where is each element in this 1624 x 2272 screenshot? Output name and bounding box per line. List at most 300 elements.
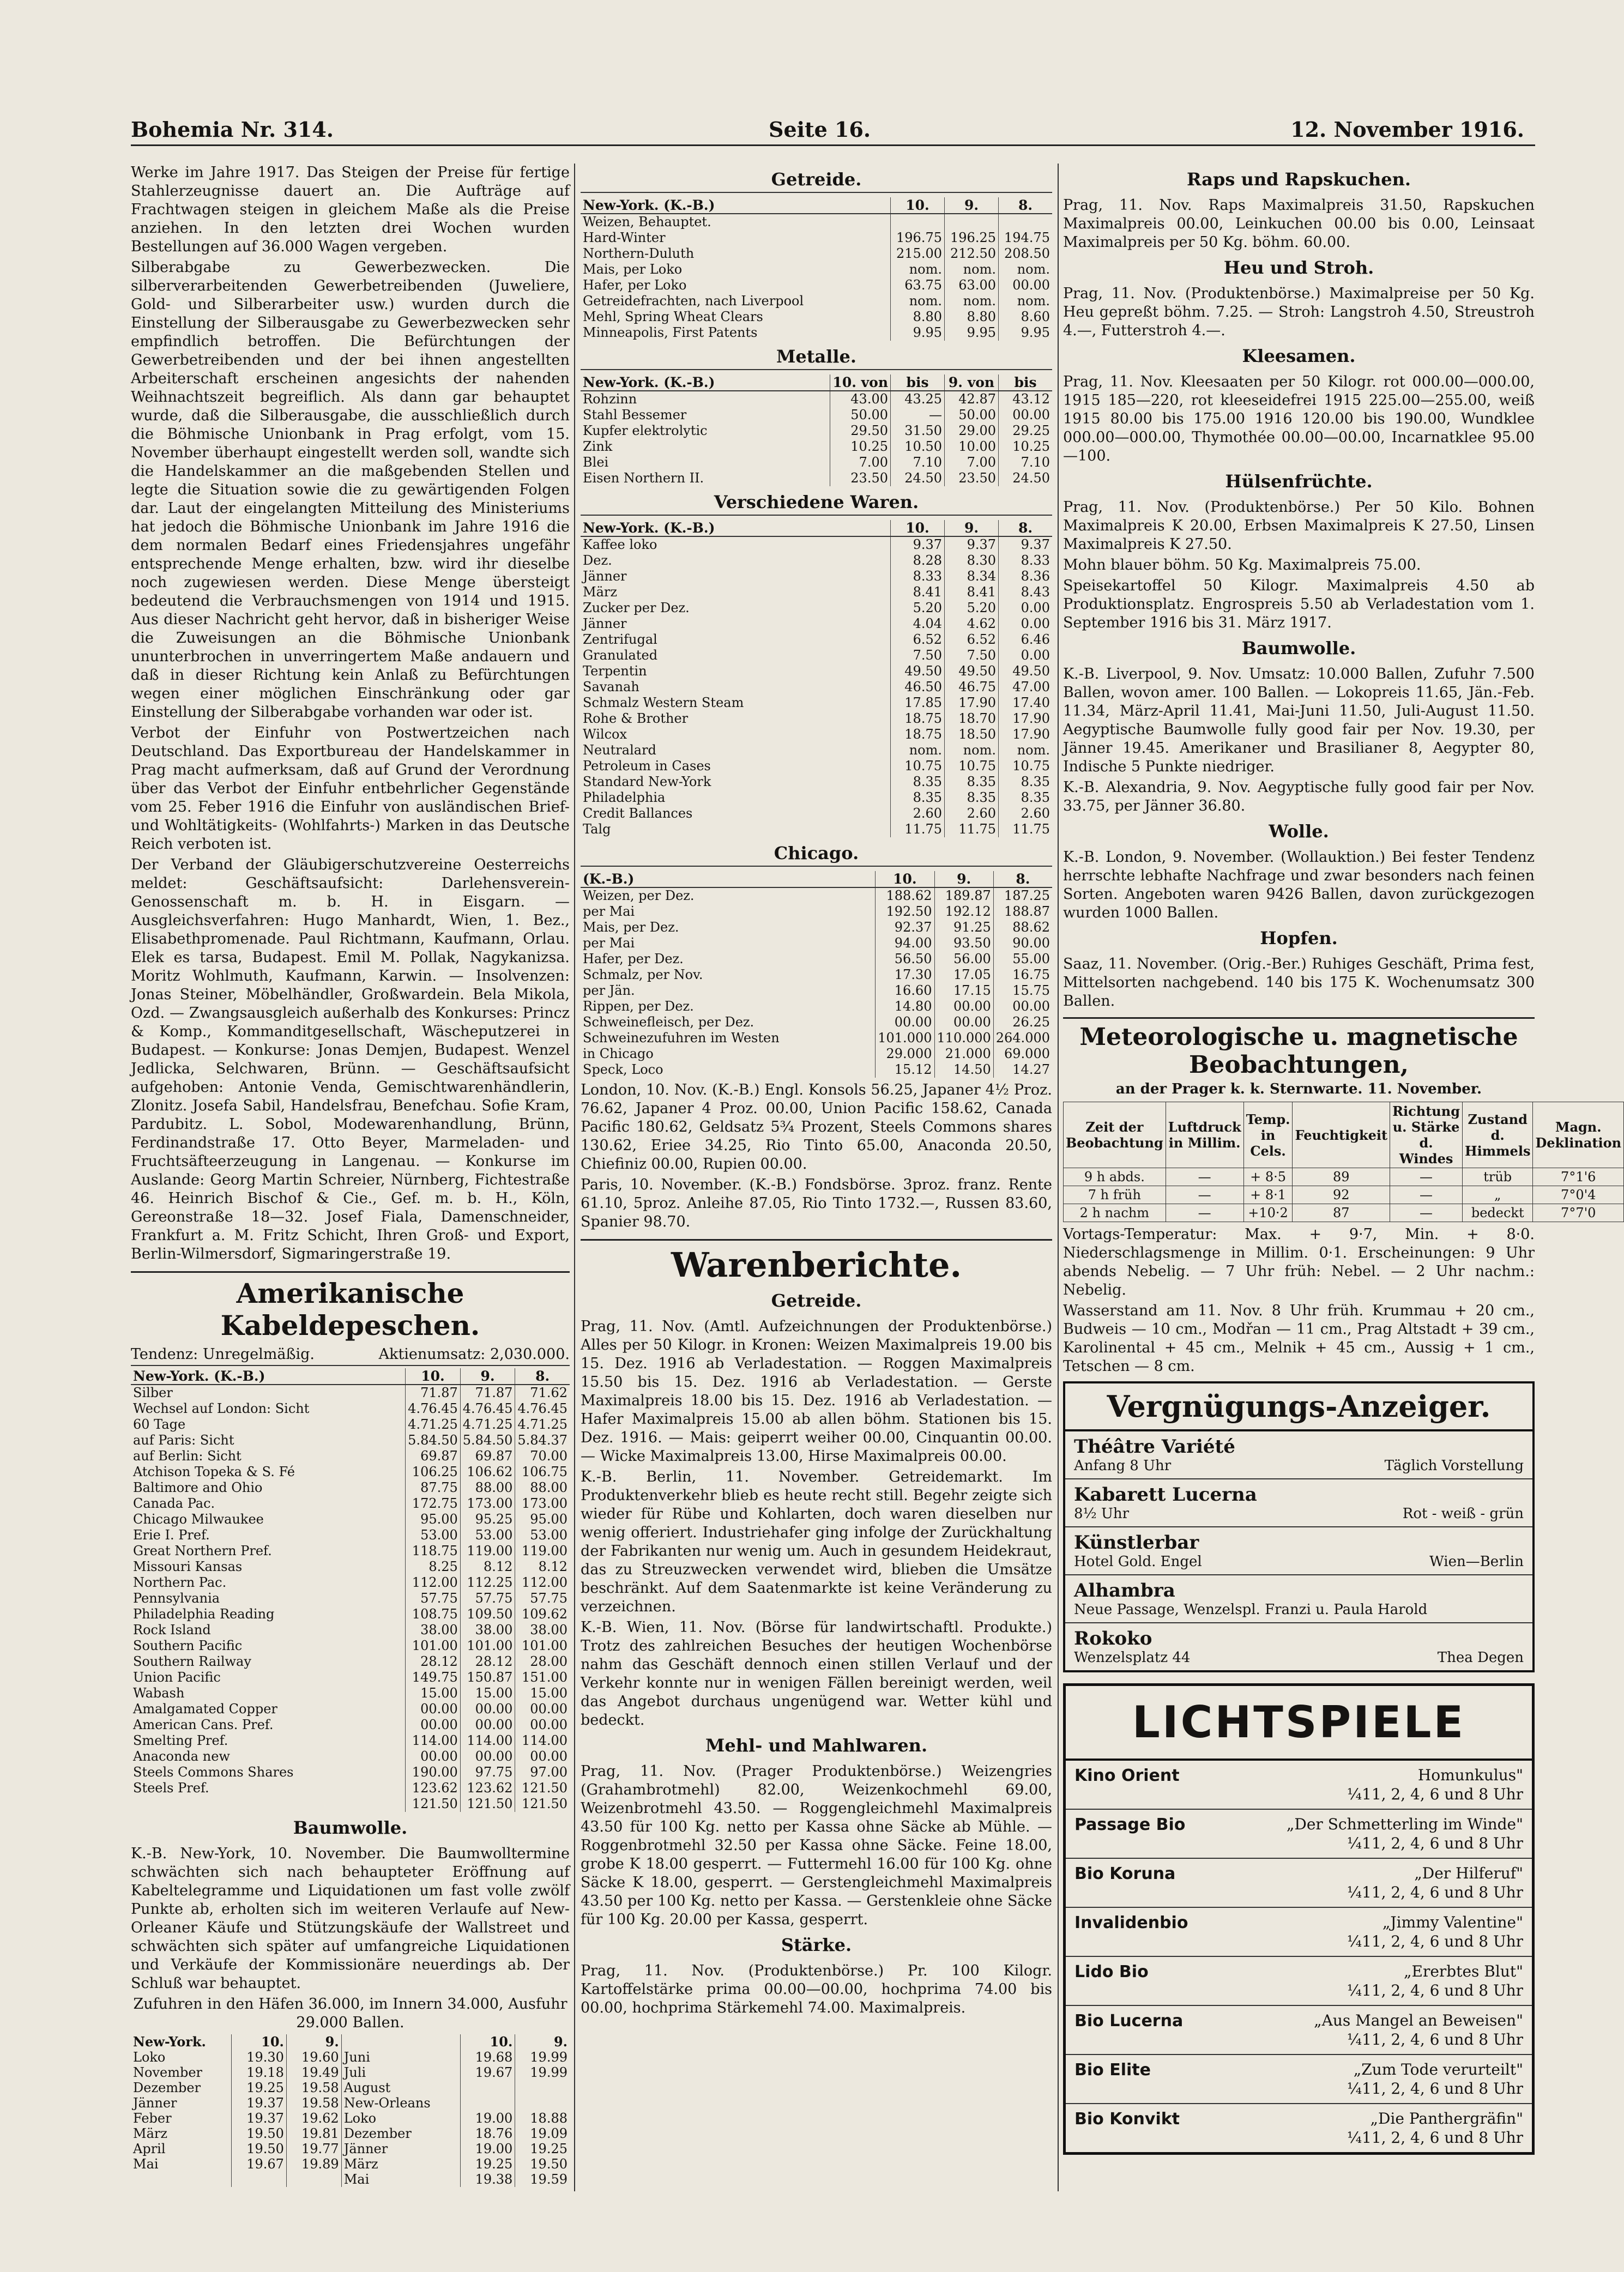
table-cell: 5.20 [891,600,945,616]
table-header-cell: Luftdruck in Millim. [1166,1102,1243,1168]
table-cell: 47.00 [999,679,1053,695]
table-cell: Petroleum in Cases [583,758,711,774]
table-cell: 11.75 [891,821,945,837]
table-cell: Silber [133,1385,173,1400]
table-cell: Granulated [583,648,658,663]
table-cell: nom. [945,293,999,309]
table-cell: Erie I. Pref. [133,1527,210,1543]
article-paragraph: K.-B. New-York, 10. November. Die Baumwolltermine schwächten sich nach behaupteter Eröffnung auf Kabeltelegramme und Liquidationen um fast volle zwölf Punkte ab, erholten sich im weiteren Verlaufe auf New-Orleaner Käufe und Stützungskäufe der Wallstreet und schwächten sich später auf umfangreiche Liquidationen und Verkäufe der Kommissionäre neuerdings ab. Der Schluß war behauptet. [131,1845,570,1992]
table-cell: 5.84.50 [406,1433,461,1448]
table-cell: nom. [891,262,945,277]
table-cell: 19.09 [515,2126,570,2141]
table-row [581,727,1052,742]
table-cell: nom. [999,742,1053,758]
table-cell: Jänner [133,2095,177,2111]
table-cell: 8.35 [999,774,1053,790]
table-cell: in Chicago [583,1046,654,1061]
box-title: Vergnügungs-Anzeiger. [1065,1383,1532,1431]
table-cell: 19.67 [232,2156,287,2172]
cinema-name: Kino Orient [1074,1766,1180,1785]
table-cell: 89 [1293,1168,1390,1186]
table-cell: 87.75 [406,1480,461,1496]
table-cell: 29.000 [876,1046,934,1062]
table-cell: 8.41 [891,584,945,600]
table-cell: 10.25 [999,439,1053,455]
table-cell: 8.33 [999,553,1053,569]
table-cell: Southern Railway [133,1654,251,1669]
table-row [581,790,1052,806]
table-cell: 46.75 [945,679,999,695]
table-row [1064,1186,1624,1204]
section-title: Wolle. [1269,821,1329,842]
table-row [581,648,1052,663]
table-cell: Hafer, per Dez. [583,951,684,966]
table-cell: Northern-Duluth [583,246,695,261]
table-row [131,2050,570,2065]
table-cell: Schmalz Western Steam [583,695,744,710]
table-cell: Rohzinn [583,391,637,407]
table-row [131,1796,570,1812]
table-cell: Jänner [341,2141,460,2156]
table-cell: 24.50 [999,470,1053,486]
table-cell: 212.50 [945,246,999,262]
table-cell: 194.75 [999,230,1053,246]
cinema-entry [1066,1859,1532,1908]
table-cell: 49.50 [891,663,945,679]
table-header-cell: New-York. (K.-B.) [131,1368,406,1385]
table-header-cell: 10. von [830,374,891,391]
table-cell: Zink [583,439,613,454]
cinema-entry [1066,2006,1532,2055]
table-row [131,1591,570,1606]
table-header-cell: 10. [876,871,934,887]
table-row [581,632,1052,648]
table-cell: 112.00 [406,1575,461,1591]
table-row [581,1014,1052,1030]
table-cell: 29.25 [999,423,1053,439]
table-row [131,1670,570,1685]
table-cell: 189.87 [934,887,993,904]
table-cell: 71.87 [406,1385,461,1401]
table-cell: Jänner [583,616,627,631]
table-cell: Steels Pref. [133,1780,209,1796]
cinema-name: Invalidenbio [1074,1913,1188,1932]
table-row [581,821,1052,837]
table-cell: 173.00 [460,1496,515,1512]
table-cell: 108.75 [406,1606,461,1622]
film-title: Homunkulus" [1417,1766,1523,1784]
table-cell: 10.75 [945,758,999,774]
table-header-cell: Magn. Deklination [1533,1102,1624,1168]
table-cell: 2 h nachm [1064,1204,1166,1222]
cinema-entry [1066,2055,1532,2104]
table-cell: 109.62 [515,1606,570,1622]
table-cell: 00.00 [934,1014,993,1030]
article-paragraph: Wasserstand am 11. Nov. 8 Uhr früh. Krummau + 20 cm., Budweis — 10 cm., Modřan — 11 cm., Prag Altstadt + 39 cm., Karolinental + 45 cm., Melnik + 45 cm., Aussig + 1 cm., Tetschen — 8 cm. [1063,1302,1535,1375]
table-cell: trüb [1462,1168,1532,1186]
table-cell: Philadelphia Reading [133,1606,275,1622]
table-cell: 56.00 [934,951,993,967]
cotton-table [131,2034,570,2187]
table-cell: April [133,2141,166,2156]
table-cell: 0.00 [999,600,1053,616]
article-paragraph: K.-B. Berlin, 11. November. Getreidemarkt. Im Produktenverkehr blieb es heute recht still. Begehr zeigte sich wieder für Rübe und Kohlarten, doch waren dieselben nur wenig offeriert. Industriehafer ging infolge der Zurückhaltung der Fabrikanten nur wenig um. Auch in gesundem Heidekraut, das zu Streuzwecken verwendet wird, blieben die Umsätze beschränkt. Auf dem Saatenmarkte ist keine Veränderung zu verzeichnen. [581,1469,1052,1615]
table-row [131,1433,570,1448]
table-cell: 9.37 [891,536,945,553]
table-row [581,439,1052,455]
table-cell: 19.68 [460,2050,515,2065]
table-header-cell: 10. [232,2034,287,2050]
table-cell: 109.50 [460,1606,515,1622]
table-cell: Union Pacific [133,1670,221,1685]
table-row [581,214,1052,230]
table-row [581,983,1052,999]
table-cell: 00.00 [999,277,1053,293]
table-cell: Loko [133,2050,166,2065]
table-cell: 151.00 [515,1670,570,1685]
column-3 [1063,164,1622,2166]
table-cell: 8.30 [945,553,999,569]
table-cell: 10.00 [945,439,999,455]
table-cell: Schweinezufuhren im Westen [583,1030,780,1046]
cinema-name: Bio Konvikt [1074,2110,1180,2129]
table-row [581,1030,1052,1046]
table-row [131,1575,570,1591]
table-cell: 17.85 [891,695,945,711]
cinema-entry [1066,1957,1532,2006]
table-cell: Standard New-York [583,774,711,789]
table-cell: Credit Ballances [583,806,693,821]
table-cell: Baltimore and Ohio [133,1480,263,1495]
table-row [581,951,1052,967]
table-cell: 19.49 [286,2065,341,2080]
table-cell: 49.50 [999,663,1053,679]
table-header-cell: 8. [993,871,1052,887]
show-times: ¼11, 2, 4, 6 und 8 Uhr [1347,1883,1523,1901]
table-cell: 69.87 [460,1448,515,1464]
table-cell: Loko [341,2111,460,2126]
table-header-cell: Feuchtigkeit [1293,1102,1390,1168]
table-cell: 17.15 [934,983,993,999]
table-cell: 19.67 [460,2065,515,2080]
venue-info: Neue Passage, Wenzelspl. Franzi u. Paula Harold [1074,1602,1428,1618]
table-cell: 8.25 [406,1559,461,1575]
stock-turnover: Aktienumsatz: 2,030.000. [378,1346,570,1363]
table-header-cell: 10. [891,520,945,536]
table-cell: Kupfer elektrolytic [583,423,708,438]
table-row [131,1464,570,1480]
table-cell: 19.00 [460,2111,515,2126]
table-cell: — [1390,1186,1463,1204]
header-right: 12. November 1916. [1290,117,1524,142]
table-cell: 69.000 [993,1046,1052,1062]
table-cell: 119.00 [515,1543,570,1559]
table-cell: 7.10 [999,455,1053,470]
column-2 [581,164,1052,2020]
section-title: Chicago. [581,843,1052,867]
table-cell: 19.81 [286,2126,341,2141]
table-cell: 19.89 [286,2156,341,2172]
cinema-entry [1066,1761,1532,1810]
table-row [131,1765,570,1780]
table-cell: 19.62 [286,2111,341,2126]
section-title: Baumwolle. [1241,638,1356,658]
table-row [131,1448,570,1464]
table-cell: 17.30 [876,967,934,983]
table-cell: Steels Commons Shares [133,1765,294,1780]
table-cell: 196.25 [945,230,999,246]
table-cell: 19.77 [286,2141,341,2156]
table-header-cell: Richtung u. Stärke d. Windes [1390,1102,1463,1168]
table-header-cell [341,2034,460,2050]
table-cell: 29.00 [945,423,999,439]
article-paragraph: Prag, 11. Nov. (Produktenbörse.) Per 50 Kilo. Bohnen Maximalpreis K 20.00, Erbsen Maximalpreis K 27.50, Linsen Maximalpreis K 27.50. [1063,499,1535,553]
column-rule [574,164,575,2191]
table-row [581,663,1052,679]
table-cell: 17.90 [999,711,1053,727]
table-row [581,407,1052,423]
table-cell: 57.75 [460,1591,515,1606]
table-cell: 4.76.45 [460,1401,515,1417]
table-cell: 112.00 [515,1575,570,1591]
table-cell: 17.90 [945,695,999,711]
table-cell: 2.60 [945,806,999,821]
section-title: Amerikanische Kabeldepeschen. [131,1271,570,1342]
table-cell: 106.62 [460,1464,515,1480]
article-paragraph: K.-B. Alexandria, 9. Nov. Aegyptische fully good fair per Nov. 33.75, per Jänner 36.80. [1063,779,1535,814]
table-header-cell: bis [999,374,1053,391]
table-cell: 121.50 [406,1796,461,1812]
table-cell [286,2172,341,2187]
table-cell: 9.95 [999,325,1053,341]
show-times: ¼11, 2, 4, 6 und 8 Uhr [1347,2129,1523,2147]
cinema-box [1063,1683,1535,2155]
table-cell: Wabash [133,1685,185,1701]
table-cell: März [583,584,617,600]
table-cell: 94.00 [876,935,934,951]
table-header-cell: 10. [891,197,945,214]
column-rule [1058,164,1059,2191]
table-row [131,2080,570,2095]
table-cell: Getreidefrachten, nach Liverpool [583,293,804,309]
table-cell: 19.25 [515,2141,570,2156]
table-cell: 71.87 [460,1385,515,1401]
table-cell: 88.00 [460,1480,515,1496]
table-cell: 118.75 [406,1543,461,1559]
table-cell: 18.88 [515,2111,570,2126]
table-cell: 7.00 [945,455,999,470]
table-cell: 8.12 [515,1559,570,1575]
table-cell: 19.99 [515,2065,570,2080]
table-cell: 16.60 [876,983,934,999]
table-cell: 7 h früh [1064,1186,1166,1204]
table-header-cell: Zeit der Beobachtung [1064,1102,1166,1168]
table-cell: Dezember [133,2080,201,2095]
table-cell: 28.12 [406,1654,461,1670]
table-header-cell: 9. [934,871,993,887]
table-cell: Wechsel auf London: Sicht [133,1401,310,1416]
table-cell: — [1166,1168,1243,1186]
table-cell: 18.75 [891,727,945,742]
table-cell: auf Berlin: Sicht [133,1448,242,1464]
table-cell: 71.62 [515,1385,570,1401]
table-cell: Juli [341,2065,460,2080]
table-cell: 38.00 [406,1622,461,1638]
table-row [581,1062,1052,1078]
table-cell: 7.00 [830,455,891,470]
table-row [581,695,1052,711]
table-cell: 6.52 [891,632,945,648]
table-cell: 00.00 [934,999,993,1014]
table-header-cell: New-York. (K.-B.) [581,197,891,214]
venue-name: Rokoko [1074,1628,1152,1649]
table-cell: 19.18 [232,2065,287,2080]
table-cell: 19.50 [515,2156,570,2172]
table-cell: Stahl Bessemer [583,407,687,422]
table-cell: 57.75 [515,1591,570,1606]
table-cell: 5.84.37 [515,1433,570,1448]
cinema-entry [1066,1908,1532,1957]
table-cell: 95.00 [406,1512,461,1527]
table-cell [945,214,999,230]
table-cell: 6.46 [999,632,1053,648]
table-cell: 00.00 [999,407,1053,423]
quote-table [581,197,1052,341]
table-cell: 9 h abds. [1064,1168,1166,1186]
table-cell: 00.00 [460,1749,515,1765]
table-cell: 56.50 [876,951,934,967]
table-row [131,1717,570,1733]
table-cell: 24.50 [891,470,945,486]
table-header-cell: New-York. (K.-B.) [581,520,891,536]
cinema-name: Bio Lucerna [1074,2011,1184,2031]
table-row [131,1559,570,1575]
table-cell: 70.00 [515,1448,570,1464]
table-cell: Mais, per Loko [583,262,683,277]
venue-name: Théâtre Variété [1074,1436,1235,1458]
table-row [581,758,1052,774]
table-cell: 10.75 [999,758,1053,774]
show-times: ¼11, 2, 4, 6 und 8 Uhr [1347,1785,1523,1803]
article-paragraph: Verbot der Einfuhr von Postwertzeichen nach Deutschland. Das Exportbureau der Handelskammer in Prag macht aufmerksam, daß auf Grund der Verordnung über das Verbot der Einfuhr entbehrlicher Gegenstände vom 25. Feber 1916 die Einfuhr von ausländischen Brief- und Wohltätigkeits- (Wohlfahrts-) Marken in das Deutsche Reich verboten ist. [131,724,570,853]
table-cell: + 8·5 [1243,1168,1293,1186]
film-title: „Der Hilferuf" [1414,1864,1523,1882]
table-cell: 97.75 [460,1765,515,1780]
table-row [131,1496,570,1512]
table-cell: 57.75 [406,1591,461,1606]
section-title: Baumwolle. [293,1817,408,1838]
table-row [581,569,1052,584]
table-cell: 208.50 [999,246,1053,262]
venue-program: Täglich Vorstellung [1384,1458,1524,1474]
table-cell: 26.25 [993,1014,1052,1030]
table-row [131,1780,570,1796]
film-title: „Zum Tode verurteilt" [1353,2060,1523,2078]
show-times: ¼11, 2, 4, 6 und 8 Uhr [1347,1834,1523,1852]
table-cell: 187.25 [993,887,1052,904]
venue-entry [1065,1623,1532,1670]
table-cell [460,2095,515,2111]
table-cell: 196.75 [891,230,945,246]
table-cell: 19.00 [460,2141,515,2156]
table-cell: 43.00 [830,391,891,407]
table-cell: Kaffee loko [583,537,657,552]
table-row [581,536,1052,553]
table-row [131,1543,570,1559]
article-paragraph: Prag, 11. Nov. (Prager Produktenbörse.) Weizengries (Grahambrotmehl) 82.00, Weizenkochmehl 69.00, Weizenbrotmehl 43.50. — Roggengleichmehl Maximalpreis 43.50 für 100 Kg. netto per Kassa ohne Säcke ab Mühle. — Roggenbrotmehl 32.50 per Kassa ohne Säcke. Feine 18.00, grobe K 18.00 gesperrt. — Futtermehl 16.00 für 100 Kg. ohne Säcke K 18.00, gesperrt. — Gerstengleichmehl Maximalpreis 43.50 per 100 Kg. netto per Kassa. — Gerstenkleie ohne Säcke für 100 Kg. 20.00 per Kassa, gesperrt. [581,1763,1052,1928]
table-cell: 88.62 [993,920,1052,935]
article-paragraph: Zufuhren in den Häfen 36.000, im Innern 34.000, Ausfuhr 29.000 Ballen. [133,1996,568,2031]
table-cell: 8.12 [460,1559,515,1575]
table-cell: 23.50 [830,470,891,486]
section-title: Kleesamen. [1242,346,1356,366]
table-cell: Zucker per Dez. [583,600,690,615]
quote-table [581,871,1052,1078]
table-cell: 92.37 [876,920,934,935]
table-cell: 69.87 [406,1448,461,1464]
venue-name: Kabarett Lucerna [1074,1484,1257,1506]
table-cell: Mais, per Dez. [583,920,679,935]
article-paragraph: K.-B. London, 9. November. (Wollauktion.) Bei fester Tendenz herrschte lebhafte Nachfrage und zwar besonders nach feinen Sorten. Angeboten waren 9426 Ballen, davon zurückgezogen wurden 1000 Ballen. [1063,849,1535,921]
table-row [581,935,1052,951]
table-header-cell: 8. [999,197,1053,214]
article-paragraph: Saaz, 11. November. (Orig.-Ber.) Ruhiges Geschäft, Prima fest, Mittelsorten nachgebend. 140 bis 175 K. Wochenumsatz 300 Ballen. [1063,956,1535,1010]
table-cell [891,214,945,230]
table-cell: 2.60 [999,806,1053,821]
table-cell: 10.50 [891,439,945,455]
table-cell: 123.62 [406,1780,461,1796]
article-paragraph: Prag, 11. Nov. (Produktenbörse.) Maximalpreise per 50 Kg. Heu gepreßt böhm. 7.25. — Stroh: Langstroh 4.50, Streustroh 4.—, Futterstroh 4.—. [1063,285,1535,339]
table-cell: 00.00 [515,1701,570,1717]
table-cell: 4.71.25 [460,1417,515,1433]
table-cell: Weizen, per Dez. [583,888,695,903]
table-cell: 15.00 [460,1685,515,1701]
table-cell: 53.00 [515,1527,570,1543]
table-cell: 8.43 [999,584,1053,600]
table-cell: Rock Island [133,1622,211,1637]
table-cell: Dez. [583,553,612,568]
table-header-cell: 8. [515,1368,570,1385]
table-row [581,774,1052,790]
table-cell: 114.00 [460,1733,515,1749]
film-title: „Jimmy Valentine" [1382,1913,1523,1931]
table-cell: Missouri Kansas [133,1559,243,1574]
table-cell: 00.00 [993,999,1052,1014]
table-cell: 18.76 [460,2126,515,2141]
table-row [131,1606,570,1622]
table-cell: 4.71.25 [515,1417,570,1433]
section-title: Getreide. [771,1290,862,1311]
table-cell: 14.80 [876,999,934,1014]
table-cell: 8.60 [999,309,1053,325]
table-cell: November [133,2065,203,2080]
table-cell: Speck, Loco [583,1062,663,1077]
table-cell: 11.75 [999,821,1053,837]
table-row [131,1701,570,1717]
table-row [131,1417,570,1433]
table-row [131,1622,570,1638]
table-cell: 190.00 [406,1765,461,1780]
table-row [581,262,1052,277]
table-row [581,423,1052,439]
table-cell: 43.12 [999,391,1053,407]
table-row [581,887,1052,904]
film-title: „Der Schmetterling im Winde" [1286,1815,1523,1833]
table-row [581,325,1052,341]
table-cell: — [1390,1204,1463,1222]
article-paragraph: Werke im Jahre 1917. Das Steigen der Preise für fertige Stahlerzeugnisse dauert an. Die Aufträge auf Frachtwagen steigen in gleichem Maße als die Preise anziehen. In den letzten drei Wochen wurden Bestellungen auf 36.000 Wagen vergeben. [131,164,570,255]
venue-program: Rot - weiß - grün [1402,1506,1524,1522]
